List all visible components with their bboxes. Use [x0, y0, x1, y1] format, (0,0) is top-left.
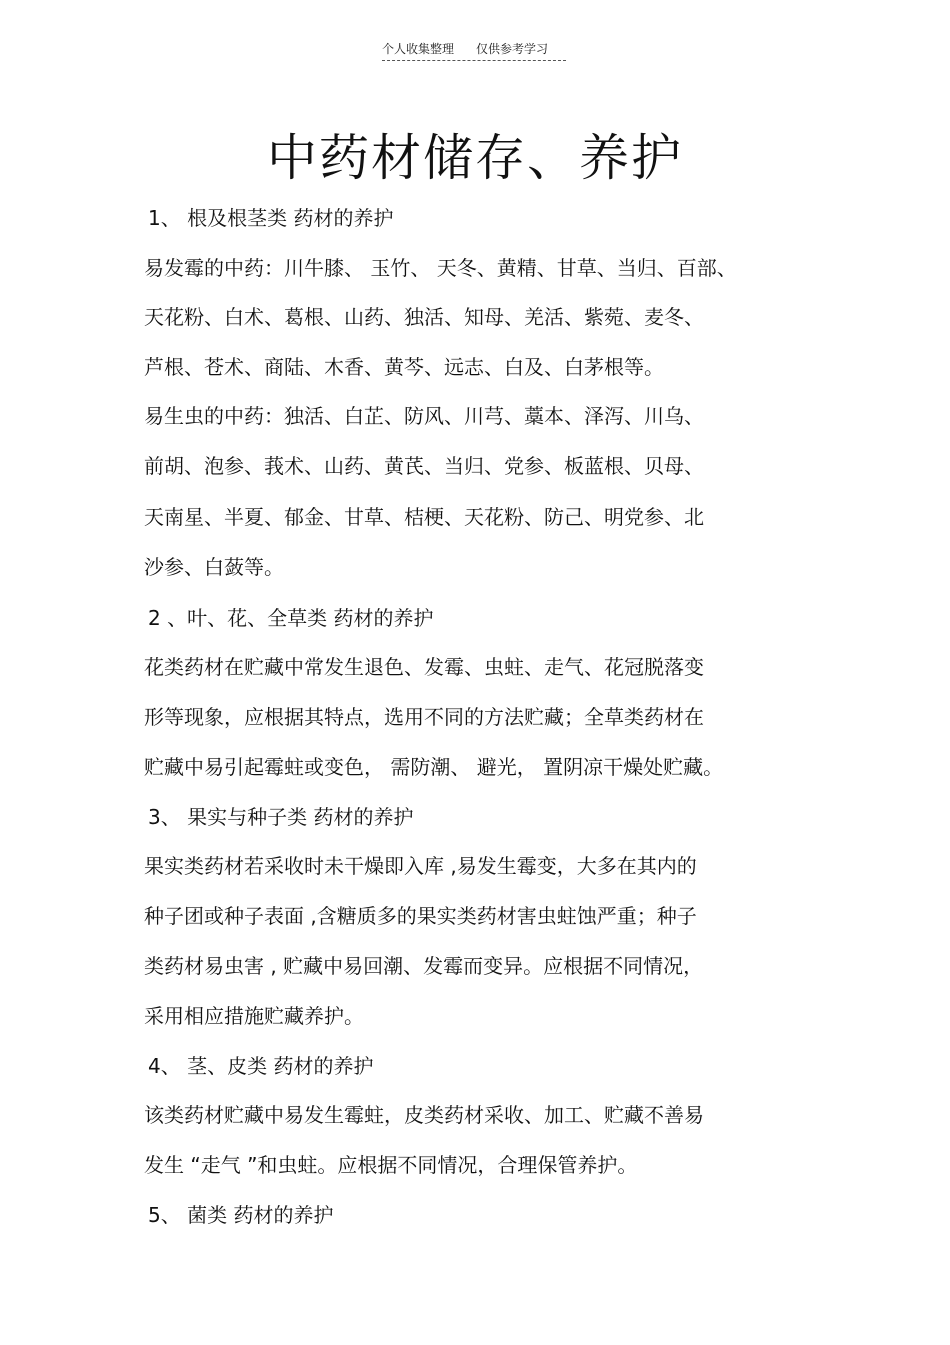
section-heading-2: 2 、叶、花、全草类 药材的养护: [148, 606, 434, 630]
section-heading-5: 5、 菌类 药材的养护: [148, 1203, 334, 1227]
paragraph-line: 天花粉、白术、葛根、山药、独活、知母、羌活、紫菀、麦冬、: [144, 305, 704, 329]
section-heading-1: 1、 根及根茎类 药材的养护: [148, 206, 394, 230]
page-header: [382, 40, 566, 61]
header-right-text: 仅供参考学习: [476, 42, 549, 56]
paragraph-line: 天南星、半夏、郁金、甘草、桔梗、天花粉、防己、明党参、北: [144, 505, 704, 529]
paragraph-line: 花类药材在贮藏中常发生退色、发霉、虫蛀、走气、花冠脱落变: [144, 655, 704, 679]
paragraph-line: 沙参、白蔹等。: [144, 555, 284, 579]
paragraph-line: 前胡、泡参、莪术、山药、黄芪、当归、党参、板蓝根、贝母、: [144, 454, 704, 478]
paragraph-line: 形等现象，应根据其特点，选用不同的方法贮藏；全草类药材在: [144, 705, 704, 729]
paragraph-line: 类药材易虫害 , 贮藏中易回潮、发霉而变异。应根据不同情况，: [144, 954, 704, 978]
paragraph-line: 发生 “走气 ”和虫蛀。应根据不同情况，合理保管养护。: [144, 1153, 638, 1177]
section-heading-4: 4、 茎、皮类 药材的养护: [148, 1054, 374, 1078]
paragraph-line: 芦根、苍术、商陆、木香、黄芩、远志、白及、白茅根等。: [144, 355, 664, 379]
paragraph-line: 种子团或种子表面 ,含糖质多的果实类药材害虫蛀蚀严重；种子: [144, 904, 697, 928]
paragraph-line: 该类药材贮藏中易发生霉蛀，皮类药材采收、加工、贮藏不善易: [144, 1103, 704, 1127]
paragraph-line: 采用相应措施贮藏养护。: [144, 1004, 364, 1028]
paragraph-line: 易生虫的中药：独活、白芷、防风、川芎、藁本、泽泻、川乌、: [144, 404, 704, 428]
document-title: 中药材储存、养护: [267, 129, 683, 187]
header-left-text: 个人收集整理: [382, 42, 455, 56]
section-heading-3: 3、 果实与种子类 药材的养护: [148, 805, 414, 829]
paragraph-line: 易发霉的中药：川牛膝、 玉竹、 天冬、黄精、甘草、当归、百部、: [144, 256, 737, 280]
paragraph-line: 贮藏中易引起霉蛀或变色， 需防潮、 避光， 置阴凉干燥处贮藏。: [144, 755, 724, 779]
paragraph-line: 果实类药材若采收时未干燥即入库 ,易发生霉变，大多在其内的: [144, 854, 697, 878]
